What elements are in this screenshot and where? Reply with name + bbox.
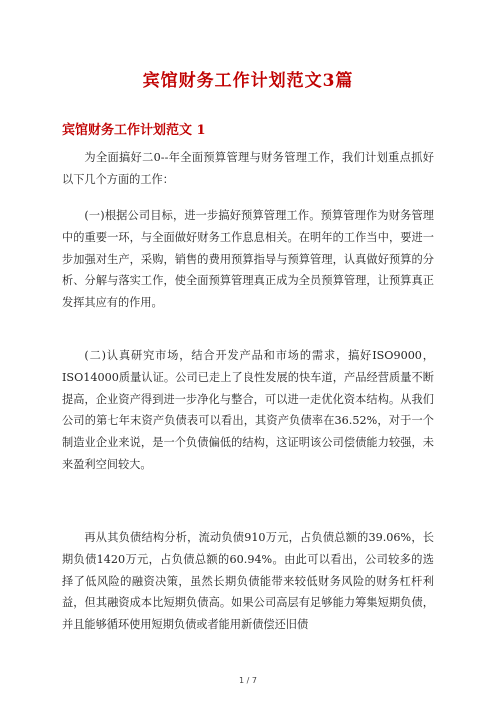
paragraph-market: (二)认真研究市场，结合开发产品和市场的需求，搞好ISO9000，ISO14000质量认证。公司已走上了良性发展的快车道，产品经营质量不断提高，企业资产得到进一步净化与整合，可以进一走优化资本结构。从我们公司的第七年末资产负债表可以看出，其资产负债率在36.52%，对于一个制造业企业来说，是一个负债偏低的结构，这证明该公司偿债能力较强，未来盈利空间较大。 (62, 349, 434, 471)
page-indicator: 1 / 7 (239, 676, 257, 685)
section-title: 宾馆财务工作计划范文 1 (62, 123, 206, 138)
paragraph-intro: 为全面搞好二0--年全面预算管理与财务管理工作，我们计划重点抓好以下几个方面的工作： (62, 151, 434, 186)
document-title: 宾馆财务工作计划范文3篇 (142, 71, 354, 91)
paragraph-budget: (一)根据公司目标，进一步搞好预算管理工作。预算管理作为财务管理中的重要一环，与全面做好财务工作息息相关。在明年的工作当中，要进一步加强对生产，采购，销售的费用预算指导与预算管理，认真做好预算的分析、分解与落实工作，使全面预算管理真正成为全员预算管理，让预算真正发挥其应有的作用。 (62, 209, 434, 310)
paragraph-debt-structure: 再从其负债结构分析，流动负债910万元，占负债总额的39.06%，长期负债1420万元，占负债总额的60.94%。由此可以看出，公司较多的选择了低风险的融资决策，虽然长期负债能带来较低财务风险的财务杠杆利益，但其融资成本比短期负债高。如果公司高层有足够能力筹集短期负债，并且能够循环使用短期负债或者能用新债偿还旧债 (62, 531, 434, 632)
